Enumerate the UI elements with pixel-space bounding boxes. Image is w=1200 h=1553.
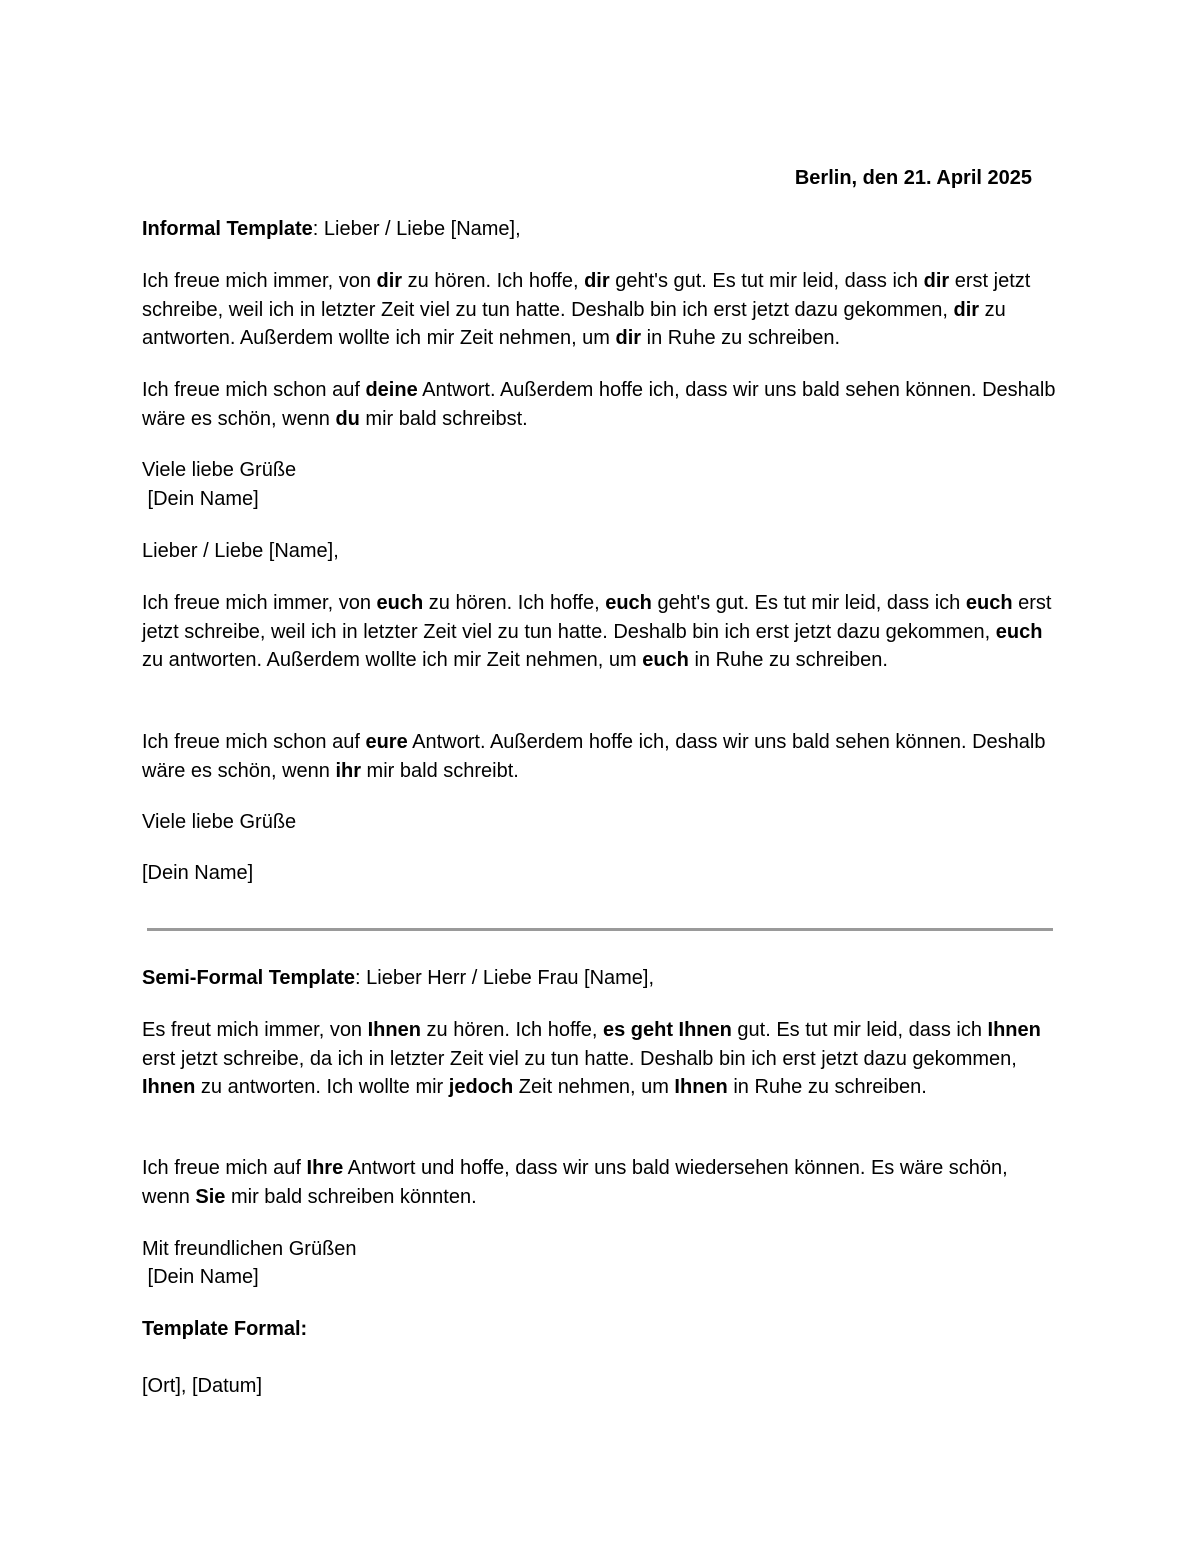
plural-closing: Viele liebe Grüße [142,811,297,833]
semi-formal-greeting: : Lieber Herr / Liebe Frau [Name], [355,967,655,989]
informal-signature: [Dein Name] [142,488,259,510]
plural-greeting: Lieber / Liebe [Name], [142,540,339,562]
semi-formal-paragraph-2: Ich freue mich auf Ihre Antwort und hoffe, dass wir uns bald wiedersehen können. Es wäre schön, wenn Sie mir bald schreiben könnten. [142,1157,1008,1208]
plural-paragraph-1: Ich freue mich immer, von euch zu hören. Ich hoffe, euch geht's gut. Es tut mir leid, dass ich euch erst jetzt schreibe, weil ich in letzter Zeit viel zu tun hatte. Deshalb bin ich erst jetzt dazu gekommen, euch zu antworten. Außerdem wollte ich mir Zeit nehmen, um euch in Ruhe zu schreiben. [142,592,1052,672]
semi-formal-closing: Mit freundlichen Grüßen [142,1238,357,1260]
informal-paragraph-1: Ich freue mich immer, von dir zu hören. Ich hoffe, dir geht's gut. Es tut mir leid, dass ich dir erst jetzt schreibe, weil ich in letzter Zeit viel zu tun hatte. Deshalb bin ich erst jetzt dazu gekommen, dir zu antworten. Außerdem wollte ich mir Zeit nehmen, um dir in Ruhe zu schreiben. [142,270,1031,350]
formal-place-date: [Ort], [Datum] [142,1375,263,1397]
informal-paragraph-2: Ich freue mich schon auf deine Antwort. Außerdem hoffe ich, dass wir uns bald sehen können. Deshalb wäre es schön, wenn du mir bald schreibst. [142,379,1056,430]
formal-label: Template Formal: [142,1318,308,1340]
plural-paragraph-2: Ich freue mich schon auf eure Antwort. Außerdem hoffe ich, dass wir uns bald sehen können. Deshalb wäre es schön, wenn ihr mir bald schreibt. [142,731,1046,782]
semi-formal-paragraph-1: Es freut mich immer, von Ihnen zu hören. Ich hoffe, es geht Ihnen gut. Es tut mir leid, dass ich Ihnen erst jetzt schreibe, da ich in letzter Zeit viel zu tun hatte. Deshalb bin ich erst jetzt dazu gekommen, Ihnen zu antworten. Ich wollte mir jedoch Zeit nehmen, um Ihnen in Ruhe zu schreiben. [142,1019,1041,1099]
semi-formal-heading [142,964,1057,993]
informal-heading [142,215,1057,244]
informal-closing: Viele liebe Grüße [142,459,297,481]
informal-label: Informal Template [142,218,313,240]
informal-greeting: : Lieber / Liebe [Name], [312,218,521,240]
plural-signature: [Dein Name] [142,862,254,884]
formal-heading [142,1315,1057,1344]
section-divider [147,928,1053,931]
semi-formal-signature: [Dein Name] [142,1266,259,1288]
date-line: Berlin, den 21. April 2025 [794,167,1032,189]
semi-formal-label: Semi-Formal Template [142,967,356,989]
